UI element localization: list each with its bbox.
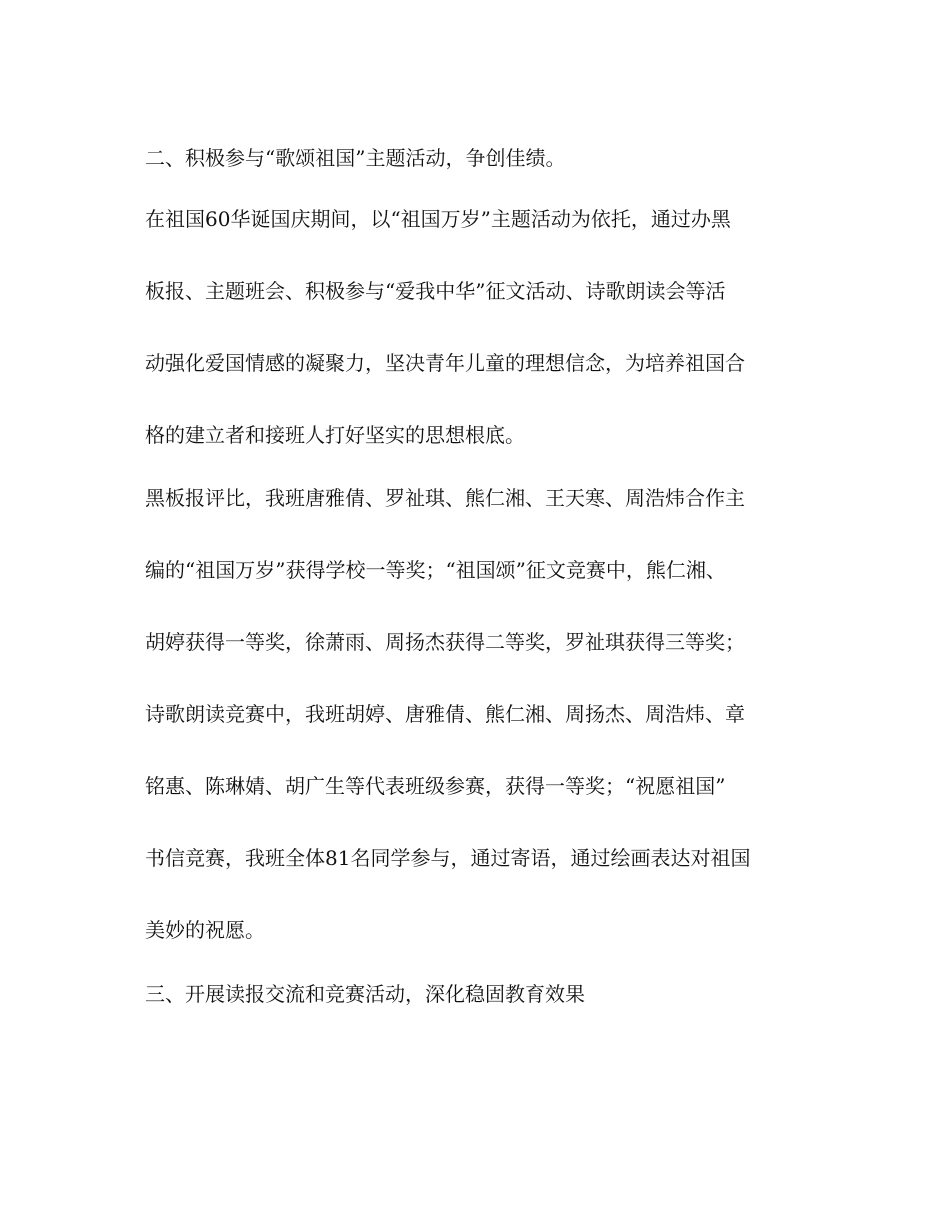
section-heading-2: 二、积极参与“歌颂祖国”主题活动，争创佳绩。: [145, 146, 566, 170]
paragraph-line: 美妙的祝愿。: [145, 918, 265, 942]
paragraph-line: 格的建立者和接班人打好坚实的思想根底。: [145, 423, 525, 447]
paragraph-line: 在祖国60华诞国庆期间，以“祖国万岁”主题活动为依托，通过办黑: [145, 207, 731, 231]
section-heading-3: 三、开展读报交流和竞赛活动，深化稳固教育效果: [145, 982, 585, 1006]
paragraph-line: 铭惠、陈琳婧、胡广生等代表班级参赛，获得一等奖；“祝愿祖国”: [145, 774, 726, 798]
paragraph-line: 动强化爱国情感的凝聚力，坚决青年儿童的理想信念，为培养祖国合: [145, 351, 745, 375]
paragraph-line: 胡婷获得一等奖，徐萧雨、周扬杰获得二等奖，罗祉琪获得三等奖；: [145, 630, 745, 654]
paragraph-line: 诗歌朗读竞赛中，我班胡婷、唐雅倩、熊仁湘、周扬杰、周浩炜、章: [145, 702, 745, 726]
paragraph-line: 板报、主题班会、积极参与“爱我中华”征文活动、诗歌朗读会等活: [145, 279, 726, 303]
paragraph-line: 黑板报评比，我班唐雅倩、罗祉琪、熊仁湘、王天寒、周浩炜合作主: [145, 486, 745, 510]
paragraph-line: 编的“祖国万岁”获得学校一等奖；“祖国颂”征文竞赛中，熊仁湘、: [145, 558, 726, 582]
paragraph-line: 书信竞赛，我班全体81名同学参与，通过寄语，通过绘画表达对祖国: [145, 846, 751, 870]
